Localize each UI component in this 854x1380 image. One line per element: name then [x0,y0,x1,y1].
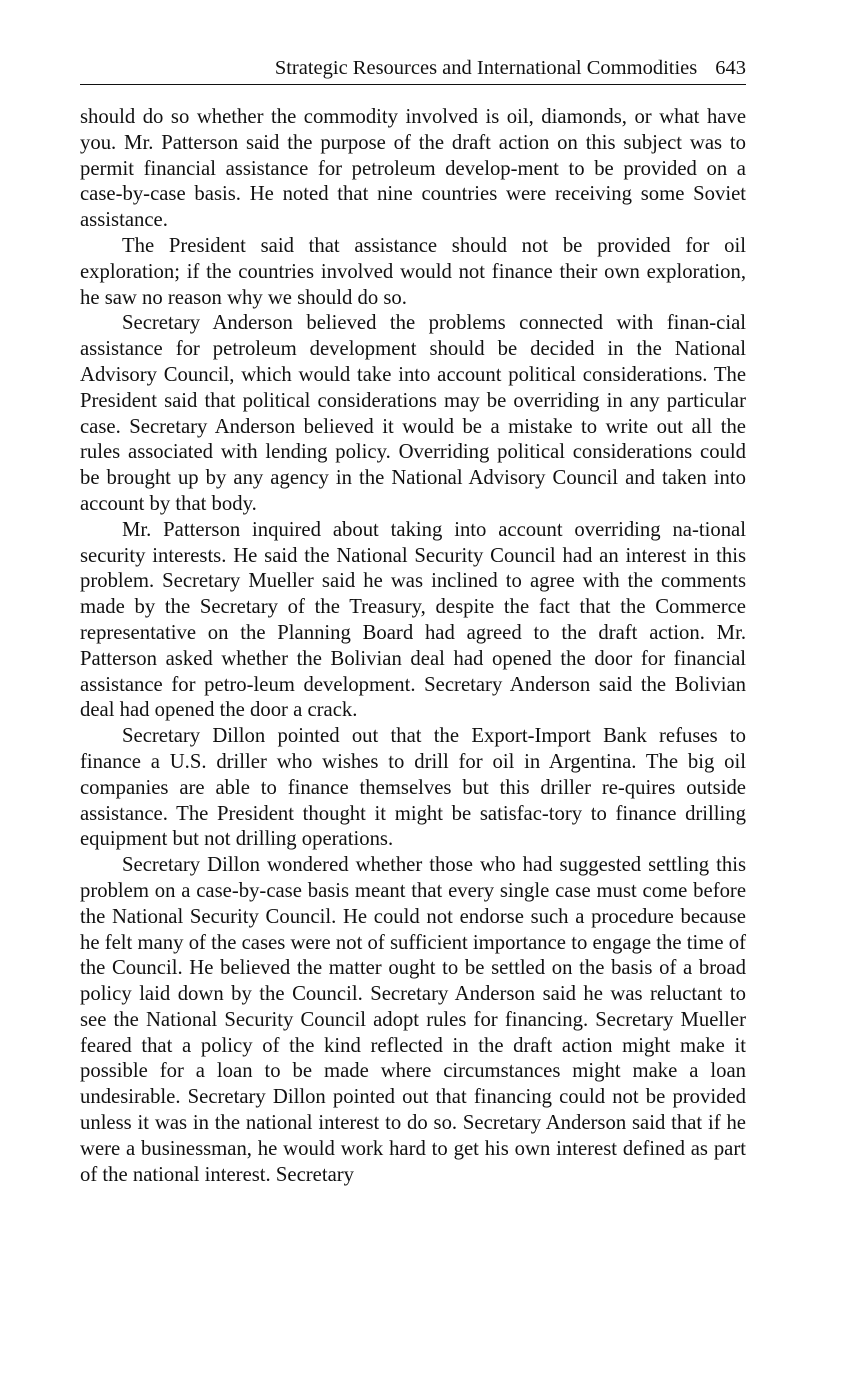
paragraph: Secretary Dillon pointed out that the Export-Import Bank refuses to finance a U.S. driller who wishes to drill for oil in Argentina. The big oil companies are able to finance themselves but this driller re-quires outside assistance. The President thought it might be satisfac-tory to finance drilling equipment but not drilling operations. [80,725,746,851]
paragraph: should do so whether the commodity involved is oil, diamonds, or what have you. Mr. Patterson said the purpose of the draft action on this subject was to permit financial assistance for petroleum develop-ment to be provided on a case-by-case basis. He noted that nine countries were receiving some Soviet assistance. [80,106,746,232]
page-number: 643 [715,57,746,79]
body-text [80,105,746,1188]
paragraph: Mr. Patterson inquired about taking into account overriding na-tional security interests. He said the National Security Council had an interest in this problem. Secretary Mueller said he was inclined to agree with the comments made by the Secretary of the Treasury, despite the fact that the Commerce representative on the Planning Board had agreed to the draft action. Mr. Patterson asked whether the Bolivian deal had opened the door for financial assistance for petro-leum development. Secretary Anderson said the Bolivian deal had opened the door a crack. [80,518,746,722]
document-page [80,52,746,1188]
paragraph: Secretary Anderson believed the problems connected with finan-cial assistance for petroleum development should be decided in the National Advisory Council, which would take into account political considerations. The President said that political considerations may be overriding in any particular case. Secretary Anderson believed it would be a mistake to write out all the rules associated with lending policy. Overriding political considerations could be brought up by any agency in the National Advisory Council and taken into account by that body. [80,312,746,515]
paragraph: Secretary Dillon wondered whether those who had suggested settling this problem on a case-by-case basis meant that every single case must come before the National Security Council. He could not endorse such a procedure because he felt many of the cases were not of sufficient importance to engage the time of the Council. He believed the matter ought to be settled on the basis of a broad policy laid down by the Council. Secretary Anderson said he was reluctant to see the National Security Council adopt rules for financing. Secretary Mueller feared that a policy of the kind reflected in the draft action might make it possible for a loan to be made where circumstances might make a loan undesirable. Secretary Dillon pointed out that financing could not be provided unless it was in the national interest to do so. Secretary Anderson said that if he were a businessman, he would work hard to get his own interest defined as part of the national interest. Secretary [80,854,746,1186]
running-head-title: Strategic Resources and International Commodities [274,57,698,79]
paragraph: The President said that assistance should not be provided for oil exploration; if the countries involved would not finance their own exploration, he saw no reason why we should do so. [80,234,746,309]
running-head [80,52,746,85]
